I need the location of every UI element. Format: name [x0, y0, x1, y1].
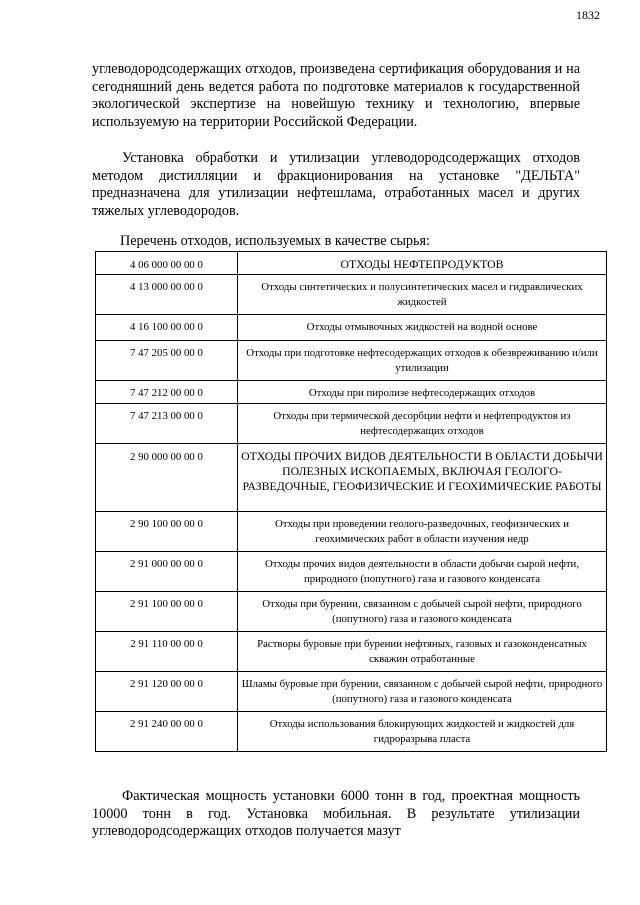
table-row — [96, 672, 607, 712]
waste-description: Отходы при термической десорбции нефти и нефтепродуктов из нефтесодержащих отходов — [238, 404, 607, 444]
waste-description: Отходы прочих видов деятельности в области добычи сырой нефти, природного (попутного) газа и газового конденсата — [238, 552, 607, 592]
table-caption: Перечень отходов, используемых в качестве сырья: — [120, 233, 430, 249]
paragraph-capacity: Фактическая мощность установки 6000 тонн в год, проектная мощность 10000 тонн в год. Установка мобильная. В результате утилизации углеводородсодержащих отходов получается мазут — [92, 788, 580, 839]
table-row — [96, 712, 607, 752]
waste-description: Растворы буровые при бурении нефтяных, газовых и газоконденсатных скважин отработанные — [238, 632, 607, 672]
page-number: 1832 — [576, 8, 600, 22]
waste-code: 4 06 000 00 00 0 — [96, 252, 238, 275]
table-row — [96, 592, 607, 632]
waste-description: ОТХОДЫ НЕФТЕПРОДУКТОВ — [238, 252, 607, 275]
table-row — [96, 552, 607, 592]
waste-code: 2 91 000 00 00 0 — [96, 552, 238, 592]
waste-description: Отходы при подготовке нефтесодержащих отходов к обезвреживанию и/или утилизации — [238, 341, 607, 381]
table-row — [96, 315, 607, 341]
table-row — [96, 275, 607, 315]
waste-table — [95, 251, 607, 752]
waste-table-body — [96, 252, 607, 752]
waste-description: Отходы при проведении геолого-разведочных, геофизических и геохимических работ в области изучения недр — [238, 512, 607, 552]
waste-code: 2 91 240 00 00 0 — [96, 712, 238, 752]
waste-description: Отходы при пиролизе нефтесодержащих отходов — [238, 381, 607, 404]
table-row — [96, 404, 607, 444]
waste-code: 2 90 000 00 00 0 — [96, 444, 238, 512]
waste-code: 2 91 120 00 00 0 — [96, 672, 238, 712]
table-row — [96, 512, 607, 552]
table-row — [96, 632, 607, 672]
waste-code: 2 91 110 00 00 0 — [96, 632, 238, 672]
waste-code: 7 47 213 00 00 0 — [96, 404, 238, 444]
paragraph-intro: углеводородсодержащих отходов, произведена сертификация оборудования и на сегодняшний день ведется работа по подготовке материалов к государственной экологической экспертизе на новейшую технику и технологию, впервые используемую на территории Российской Федерации. — [92, 61, 580, 130]
waste-description: Отходы отмывочных жидкостей на водной основе — [238, 315, 607, 341]
paragraph-delta: Установка обработки и утилизации углеводородсодержащих отходов методом дистилляции и фракционирования на установке "ДЕЛЬТА" предназначена для утилизации нефтешлама, отработанных масел и других тяжелых углеводородов. — [92, 150, 580, 219]
table-row — [96, 341, 607, 381]
table-row — [96, 381, 607, 404]
waste-description: Шламы буровые при бурении, связанном с добычей сырой нефти, природного (попутного) газа и газового конденсата — [238, 672, 607, 712]
waste-code: 2 90 100 00 00 0 — [96, 512, 238, 552]
waste-code: 4 16 100 00 00 0 — [96, 315, 238, 341]
waste-code: 4 13 000 00 00 0 — [96, 275, 238, 315]
table-row — [96, 252, 607, 275]
waste-description: Отходы синтетических и полусинтетических масел и гидравлических жидкостей — [238, 275, 607, 315]
waste-code: 2 91 100 00 00 0 — [96, 592, 238, 632]
waste-code: 7 47 205 00 00 0 — [96, 341, 238, 381]
waste-description: ОТХОДЫ ПРОЧИХ ВИДОВ ДЕЯТЕЛЬНОСТИ В ОБЛАСТИ ДОБЫЧИ ПОЛЕЗНЫХ ИСКОПАЕМЫХ, ВКЛЮЧАЯ ГЕОЛОГО-РАЗВЕДОЧНЫЕ, ГЕОФИЗИЧЕСКИЕ И ГЕОХИМИЧЕСКИЕ РАБОТЫ — [238, 444, 607, 512]
waste-code: 7 47 212 00 00 0 — [96, 381, 238, 404]
waste-description: Отходы при бурении, связанном с добычей сырой нефти, природного (попутного) газа и газового конденсата — [238, 592, 607, 632]
table-row — [96, 444, 607, 512]
waste-description: Отходы использования блокирующих жидкостей и жидкостей для гидроразрыва пласта — [238, 712, 607, 752]
